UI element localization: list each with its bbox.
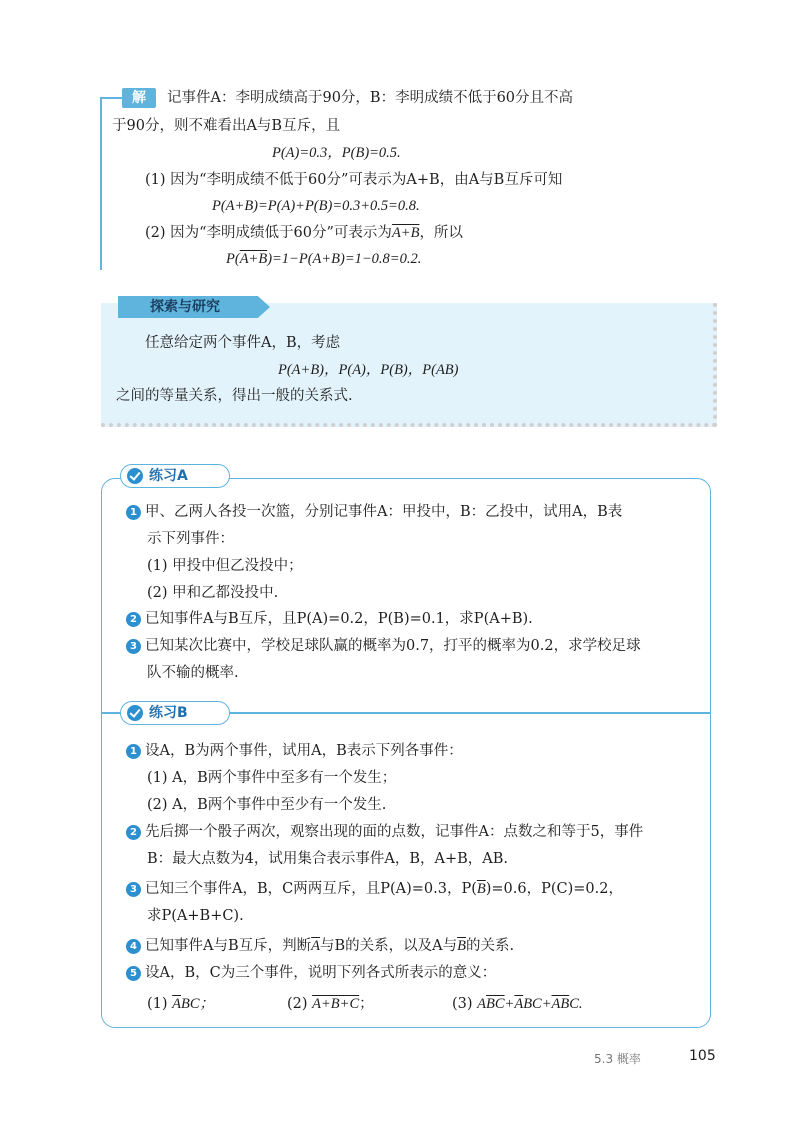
sub-3-term-3-overline: $\overline{AB}$ <box>551 996 570 1012</box>
sub-label: (2) <box>287 996 308 1012</box>
sub-3-term-3: C. <box>569 996 583 1012</box>
question-number-badge: 1 <box>126 744 141 759</box>
question-number-badge: 3 <box>126 639 141 654</box>
sub-1-rest: BC； <box>181 996 215 1012</box>
practice-b-q3-text-b: )=0.6，P(C)=0.2， <box>485 881 623 897</box>
sub-1-overline: $\overline{A}$ <box>172 996 182 1012</box>
practice-a-title: 练习A <box>149 468 188 484</box>
solution-rule-vertical <box>100 98 102 270</box>
practice-a-q3-line-2: 队不输的概率. <box>147 665 239 681</box>
practice-b-q4-text-b: 与B的关系，以及A与 <box>320 938 458 954</box>
practice-b-q5-sub-2 <box>287 994 374 1014</box>
question-number-badge: 2 <box>126 612 141 627</box>
question-number-badge: 4 <box>126 939 141 954</box>
solution-part-1-equation: P(A+B)=P(A)+P(B)=0.3+0.5=0.8. <box>212 198 420 214</box>
sub-2-rest: ； <box>359 996 374 1012</box>
sub-2-overline: A+B+C <box>312 996 360 1012</box>
question-number-badge: 2 <box>126 825 141 840</box>
practice-b-header <box>120 701 230 725</box>
sub-3-term-2: BC+ <box>523 996 552 1012</box>
sub-3-plus: + <box>504 996 515 1012</box>
solution-part-1-text: (1) 因为“李明成绩不低于60分”可表示为A+B，由A与B互斥可知 <box>145 172 563 188</box>
sub-3-term-2-overline: $\overline{A}$ <box>514 996 524 1012</box>
practice-a-header <box>120 464 230 488</box>
practice-b-q1-sub-1: (1) A，B两个事件中至多有一个发生； <box>147 770 397 786</box>
practice-a-q3-line-1 <box>126 636 641 656</box>
practice-b-q2-text-1: 先后掷一个骰子两次，观察出现的面的点数，记事件A：点数之和等于5，事件 <box>145 824 644 840</box>
practice-b-q1-sub-2: (2) A，B两个事件中至少有一个发生. <box>147 797 387 813</box>
practice-b-q5-sub-1 <box>147 994 214 1014</box>
sub-3-term-1-overline: $\overline{BC}$ <box>486 996 505 1012</box>
question-number-badge: 1 <box>126 505 141 520</box>
practice-b-q3-line-1 <box>126 879 623 899</box>
solution-part-2-eq-a: P( <box>226 251 240 267</box>
practice-b-q3-overline: $\overline{B}$ <box>476 881 486 897</box>
practice-a-q3-text-1: 已知某次比赛中，学校足球队赢的概率为0.7，打平的概率为0.2，求学校足球 <box>145 638 641 654</box>
solution-part-2-equation <box>226 249 421 269</box>
practice-b-q3-line-2: 求P(A+B+C). <box>147 908 244 924</box>
practice-b-q4-text-c: 的关系. <box>466 938 515 954</box>
explore-line-3: 之间的等量关系，得出一般的关系式. <box>116 388 353 404</box>
practice-b-q1-line-1 <box>126 741 463 761</box>
footer-section-title: 5.3 概率 <box>594 1052 641 1066</box>
question-number-badge: 3 <box>126 882 141 897</box>
practice-b-q4 <box>126 936 514 956</box>
practice-a-q1-line-2: 示下列事件： <box>147 531 234 547</box>
solution-part-2-overline: A+B <box>391 225 420 241</box>
explore-line-2: P(A+B)，P(A)，P(B)，P(AB) <box>278 362 459 378</box>
practice-b-q3-text-a: 已知三个事件A，B，C两两互斥，且P(A)=0.3，P( <box>145 881 477 897</box>
solution-badge: 解 <box>122 88 156 108</box>
practice-b-q1-text-1: 设A，B为两个事件，试用A，B表示下列各事件： <box>145 743 463 759</box>
practice-b-q2-line-2: B：最大点数为4，试用集合表示事件A，B，A+B，AB. <box>147 851 509 867</box>
practice-b-q4-text-a: 已知事件A与B互斥，判断 <box>145 938 312 954</box>
check-pencil-icon <box>127 468 143 484</box>
practice-a-q1-sub-2: (2) 甲和乙都没投中. <box>147 585 279 601</box>
page-number: 105 <box>689 1048 716 1064</box>
practice-b-q2-line-1 <box>126 822 643 842</box>
solution-part-2-eq-overline: A+B <box>239 251 268 267</box>
solution-line-2: 于90分，则不难看出A与B互斥，且 <box>112 118 341 134</box>
practice-b-q4-overline-1: $\overline{A}$ <box>311 938 320 954</box>
solution-equation-1: P(A)=0.3，P(B)=0.5. <box>272 145 401 161</box>
practice-b-q5-line-1 <box>126 963 496 983</box>
practice-b-q5-sub-3 <box>452 994 583 1014</box>
sub-label: (3) <box>452 996 473 1012</box>
practice-a-q2 <box>126 609 533 629</box>
sub-label: (1) <box>147 996 168 1012</box>
solution-part-2-text-a: (2) 因为“李明成绩低于60分”可表示为 <box>145 225 392 241</box>
sub-3-term-1: A <box>477 996 487 1012</box>
question-number-badge: 5 <box>126 966 141 981</box>
practice-b-q4-overline-2: $\overline{B}$ <box>457 938 466 954</box>
practice-a-q1-line-1 <box>126 502 622 522</box>
practice-b-q5-text-1: 设A，B，C为三个事件，说明下列各式所表示的意义： <box>145 965 497 981</box>
practice-b-title: 练习B <box>149 705 188 721</box>
solution-line-1: 记事件A：李明成绩高于90分，B：李明成绩不低于60分且不高 <box>167 90 574 106</box>
practice-a-q1-sub-1: (1) 甲投中但乙没投中； <box>147 558 303 574</box>
solution-part-2-eq-b: )=1−P(A+B)=1−0.8=0.2. <box>267 251 422 267</box>
practice-a-q2-text: 已知事件A与B互斥，且P(A)=0.2，P(B)=0.1，求P(A+B). <box>145 611 533 627</box>
check-pencil-icon <box>127 705 143 721</box>
solution-rule-horizontal <box>100 97 122 99</box>
explore-line-1: 任意给定两个事件A，B，考虑 <box>145 335 341 351</box>
practice-a-q1-text-1: 甲、乙两人各投一次篮，分别记事件A：甲投中，B：乙投中，试用A，B表 <box>145 504 623 520</box>
explore-title: 探索与研究 <box>150 299 220 315</box>
solution-part-2-text-b: ，所以 <box>419 225 463 241</box>
solution-part-2-text <box>145 223 463 243</box>
